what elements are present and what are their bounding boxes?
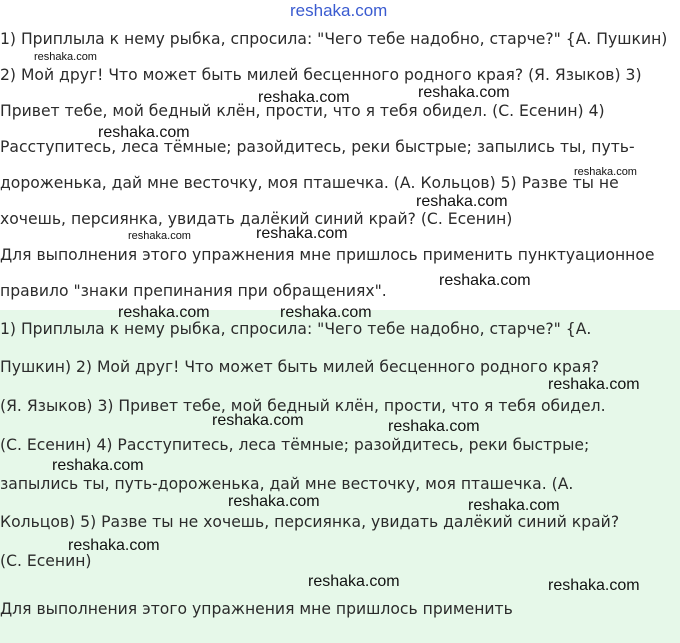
answer-1-line: Расступитесь, леса тёмные; разойдитесь, реки быстрые; запылись ты, путь- [0, 138, 635, 156]
answer-1-line: 2) Мой друг! Что может быть милей бесценного родного края? (Я. Языков) 3) [0, 66, 642, 84]
watermark: reshaka.com [388, 418, 480, 435]
watermark: reshaka.com [548, 376, 640, 393]
watermark: reshaka.com [280, 304, 372, 321]
watermark: reshaka.com [439, 272, 531, 289]
answer-2-line: Пушкин) 2) Мой друг! Что может быть милей бесценного родного края? [0, 358, 600, 376]
answer-1-line: дороженька, дай мне весточку, моя пташечка. (А. Кольцов) 5) Разве ты не [0, 174, 619, 192]
answer-1-line: 1) Приплыла к нему рыбка, спросила: "Чего тебе надобно, старче?" {А. Пушкин) [0, 30, 668, 48]
watermark: reshaka.com [416, 193, 508, 210]
site-logo[interactable]: reshaka.com [290, 1, 388, 20]
watermark: reshaka.com [256, 225, 348, 242]
answer-1-line: Для выполнения этого упражнения мне пришлось применить пунктуационное [0, 246, 655, 264]
answer-2-line: (С. Есенин) [0, 552, 92, 570]
answer-2-line: 1) Приплыла к нему рыбка, спросила: "Чего тебе надобно, старче?" {А. [0, 320, 592, 338]
watermark: reshaka.com [52, 457, 144, 474]
watermark: reshaka.com [98, 124, 190, 141]
answer-1-line: Привет тебе, мой бедный клён, прости, что я тебя обидел. (С. Есенин) 4) [0, 102, 605, 120]
answer-2-line: Кольцов) 5) Разве ты не хочешь, персиянка, увидать далёкий синий край? [0, 513, 620, 531]
watermark: reshaka.com [308, 573, 400, 590]
watermark: reshaka.com [468, 497, 560, 514]
watermark: reshaka.com [418, 84, 510, 101]
answer-2-line: запылись ты, путь-дороженька, дай мне весточку, моя пташечка. (А. [0, 475, 574, 493]
watermark: reshaka.com [258, 89, 350, 106]
answer-2-line: (Я. Языков) 3) Привет тебе, мой бедный клён, прости, что я тебя обидел. [0, 397, 606, 415]
watermark: reshaka.com [118, 304, 210, 321]
answer-2-line: (С. Есенин) 4) Расступитесь, леса тёмные; разойдитесь, реки быстрые; [0, 436, 590, 454]
watermark: reshaka.com [68, 537, 160, 554]
answer-2-line: Для выполнения этого упражнения мне пришлось применить [0, 600, 513, 618]
watermark: reshaka.com [548, 577, 640, 594]
watermark: reshaka.com [574, 166, 637, 178]
answer-1-line: хочешь, персиянка, увидать далёкий синий край? (С. Есенин) [0, 210, 513, 228]
answer-1-line: правило "знаки препинания при обращениях". [0, 282, 387, 300]
watermark: reshaka.com [228, 493, 320, 510]
watermark: reshaka.com [128, 230, 191, 242]
watermark: reshaka.com [34, 51, 97, 63]
watermark: reshaka.com [212, 412, 304, 429]
